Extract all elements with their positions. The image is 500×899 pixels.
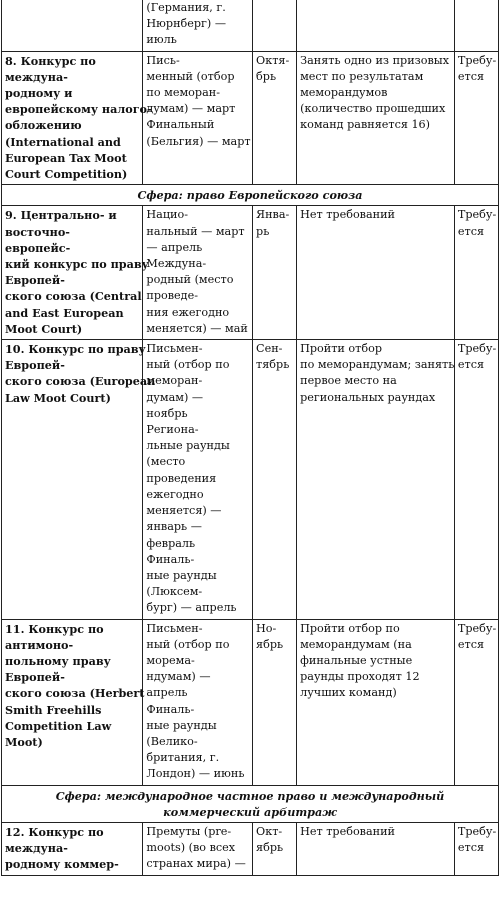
- cell-line: Междуна-: [146, 257, 207, 271]
- cell-line: (количество прошедших: [300, 102, 446, 116]
- cell-line: Нюрнберг) —: [146, 17, 227, 31]
- cell-line: проведе-: [146, 289, 198, 303]
- cell-line: бург) — апрель: [146, 601, 237, 615]
- cell-line: Law Moot Court): [5, 390, 111, 405]
- cell-line: раунды проходят 12: [300, 670, 420, 684]
- cell-line: меморан-: [146, 374, 203, 388]
- contest-name-cell: [2, 822, 143, 875]
- cell-line: Финальный: [146, 118, 215, 132]
- cell-line: ется: [457, 224, 485, 238]
- cell-line: Требу-: [457, 824, 497, 838]
- cell-line: (Бельгия) — март: [146, 134, 251, 148]
- cell-line: Окт-: [256, 824, 283, 838]
- cell-line: февраль: [146, 536, 196, 550]
- contest-requirements-cell: [297, 340, 455, 619]
- cell-line: меморандумам (на: [300, 637, 412, 651]
- cell-line: 8. Конкурс по: [5, 53, 96, 68]
- cell-line: 11. Конкурс по: [5, 621, 104, 636]
- cell-line: рь: [256, 224, 270, 238]
- cell-line: меморандумов: [300, 86, 388, 100]
- cell-line: Competition Law: [5, 718, 112, 733]
- contest-row: [2, 340, 499, 619]
- contest-required-cell: [454, 0, 498, 51]
- cell-line: думам) —: [146, 390, 204, 404]
- cell-line: антимоно-: [5, 637, 74, 652]
- cell-line: льные раунды: [146, 439, 230, 453]
- cell-line: ябрь: [256, 637, 284, 651]
- cell-line: (Германия, г.: [146, 1, 226, 14]
- cell-line: ный (отбор по: [146, 637, 230, 651]
- cell-line: кий конкурс по праву: [5, 257, 149, 272]
- cell-line: европейскому налого-: [5, 102, 152, 117]
- contest-name-cell: [2, 0, 143, 51]
- cell-line: — апрель: [146, 240, 203, 254]
- contest-required-cell: [454, 822, 498, 875]
- cell-line: moots) (во всех: [146, 841, 236, 855]
- contest-requirements-cell: [297, 206, 455, 340]
- contest-stages-cell: [143, 619, 253, 785]
- cell-line: Нацио-: [146, 208, 188, 222]
- contest-stages-cell: [143, 822, 253, 875]
- cell-line: морема-: [146, 653, 195, 667]
- cell-line: Требу-: [457, 342, 497, 356]
- cell-line: ется: [457, 69, 485, 83]
- cell-line: европейс-: [5, 240, 71, 255]
- cell-line: Пройти отбор по: [300, 621, 400, 635]
- cell-line: Финаль-: [146, 552, 195, 566]
- cell-line: Европей-: [5, 273, 65, 288]
- moot-court-contests-table: [1, 0, 499, 876]
- cell-line: родному коммер-: [5, 857, 119, 872]
- contest-requirements-cell: [297, 51, 455, 185]
- contest-month-cell: [253, 206, 297, 340]
- cell-line: родному и: [5, 86, 73, 101]
- cell-line: [256, 0, 293, 16]
- cell-line: июль: [146, 33, 177, 47]
- contest-name-cell: [2, 51, 152, 185]
- cell-line: обложению: [5, 118, 82, 133]
- cell-line: ется: [457, 637, 485, 651]
- contest-row: [2, 51, 499, 185]
- cell-line: ния ежегодно: [146, 305, 230, 319]
- cell-line: региональных раундах: [300, 390, 436, 404]
- cell-line: Требу-: [457, 208, 497, 222]
- cell-line: меняется) —: [146, 504, 222, 518]
- cell-line: брь: [256, 69, 277, 83]
- cell-line: ского союза (Herbert: [5, 686, 145, 701]
- cell-line: (место: [146, 455, 186, 469]
- contest-row: [2, 0, 499, 51]
- contest-required-cell: [454, 619, 498, 785]
- contest-requirements-cell: [297, 0, 455, 51]
- cell-line: Лондон) — июнь: [146, 767, 245, 781]
- cell-line: Требу-: [457, 53, 497, 67]
- cell-line: 10. Конкурс по праву: [5, 342, 146, 357]
- cell-line: ный (отбор по: [146, 358, 230, 372]
- contest-name-cell: [2, 206, 149, 340]
- cell-line: Smith Freehills: [5, 702, 102, 717]
- cell-line: мест по результатам: [300, 69, 424, 83]
- contest-required-cell: [454, 51, 498, 185]
- cell-line: финальные устные: [300, 653, 413, 667]
- cell-line: польному праву: [5, 653, 111, 668]
- contest-month-cell: [253, 340, 297, 619]
- cell-line: Court Competition): [5, 167, 128, 182]
- contest-stages-cell: [143, 51, 253, 185]
- cell-line: Премуты (pre-: [146, 824, 232, 838]
- cell-line: команд равняется 16): [300, 118, 431, 132]
- cell-line: проведения: [146, 471, 217, 485]
- contest-name-cell: [2, 340, 156, 619]
- cell-line: Сен-: [256, 342, 283, 356]
- contest-name-cell: [2, 619, 143, 785]
- cell-line: британия, г.: [146, 751, 220, 765]
- sphere-row: [2, 785, 499, 822]
- sphere-heading: Сфера: международное частное право и международный коммерческий арбитраж: [2, 785, 499, 822]
- cell-line: Moot Court): [5, 321, 83, 336]
- cell-line: and East European: [5, 305, 124, 320]
- cell-line: думам) — март: [146, 102, 236, 116]
- cell-line: лучших команд): [300, 686, 397, 700]
- cell-line: Европей-: [5, 358, 65, 373]
- cell-line: первое место на: [300, 374, 397, 388]
- cell-line: восточно-: [5, 224, 70, 239]
- contest-required-cell: [454, 340, 498, 619]
- cell-line: Октя-: [256, 53, 290, 67]
- cell-line: Пись-: [146, 53, 180, 67]
- contest-month-cell: [253, 51, 297, 185]
- cell-line: [5, 0, 139, 16]
- cell-line: ябрь: [256, 841, 284, 855]
- cell-line: по меморан-: [146, 86, 220, 100]
- contest-stages-cell: [143, 0, 253, 51]
- cell-line: Письмен-: [146, 621, 203, 635]
- cell-line: апрель: [146, 686, 188, 700]
- cell-line: Европей-: [5, 670, 65, 685]
- contest-row: [2, 206, 499, 340]
- cell-line: ется: [457, 841, 485, 855]
- contest-row: [2, 619, 499, 785]
- cell-line: European Tax Moot: [5, 150, 127, 165]
- cell-line: Пройти отбор: [300, 342, 382, 356]
- cell-line: ноябрь: [146, 406, 188, 420]
- cell-line: Янва-: [256, 208, 290, 222]
- cell-line: ского союза (European: [5, 374, 156, 389]
- contest-requirements-cell: [297, 619, 455, 785]
- cell-line: Финаль-: [146, 702, 195, 716]
- cell-line: Занять одно из призовых: [300, 53, 450, 67]
- cell-line: ется: [457, 358, 485, 372]
- cell-line: 12. Конкурс по: [5, 824, 104, 839]
- sphere-heading: Сфера: право Европейского союза: [2, 185, 499, 206]
- cell-line: Moot): [5, 734, 43, 749]
- cell-line: Нет требований: [300, 824, 396, 838]
- cell-line: [300, 0, 451, 16]
- contest-required-cell: [454, 206, 498, 340]
- cell-line: [458, 0, 495, 16]
- cell-line: Письмен-: [146, 342, 203, 356]
- cell-line: Но-: [256, 621, 277, 635]
- contest-stages-cell: [143, 206, 253, 340]
- cell-line: странах мира) —: [146, 857, 246, 871]
- cell-line: по меморандумам; занять: [300, 358, 455, 372]
- table-body: [2, 0, 499, 875]
- cell-line: ского союза (Central: [5, 289, 142, 304]
- cell-line: Региона-: [146, 423, 199, 437]
- contest-stages-cell: [143, 340, 253, 619]
- contest-row: [2, 822, 499, 875]
- cell-line: меняется) — май: [146, 321, 248, 335]
- cell-line: ежегодно: [146, 487, 204, 501]
- contest-month-cell: [253, 822, 297, 875]
- cell-line: (Люксем-: [146, 585, 203, 599]
- cell-line: менный (отбор: [146, 69, 235, 83]
- cell-line: Требу-: [457, 621, 497, 635]
- cell-line: междуна-: [5, 841, 68, 856]
- cell-line: Нет требований: [300, 208, 396, 222]
- cell-line: январь —: [146, 520, 202, 534]
- contest-month-cell: [253, 619, 297, 785]
- cell-line: нальный — март: [146, 224, 245, 238]
- cell-line: тябрь: [256, 358, 290, 372]
- contest-month-cell: [253, 0, 297, 51]
- cell-line: 9. Центрально- и: [5, 208, 117, 223]
- sphere-row: [2, 185, 499, 206]
- cell-line: междуна-: [5, 69, 68, 84]
- contest-requirements-cell: [297, 822, 455, 875]
- cell-line: (Велико-: [146, 734, 198, 748]
- cell-line: (International and: [5, 134, 121, 149]
- cell-line: ндумам) —: [146, 670, 211, 684]
- cell-line: ные раунды: [146, 718, 217, 732]
- cell-line: родный (место: [146, 273, 234, 287]
- cell-line: ные раунды: [146, 568, 217, 582]
